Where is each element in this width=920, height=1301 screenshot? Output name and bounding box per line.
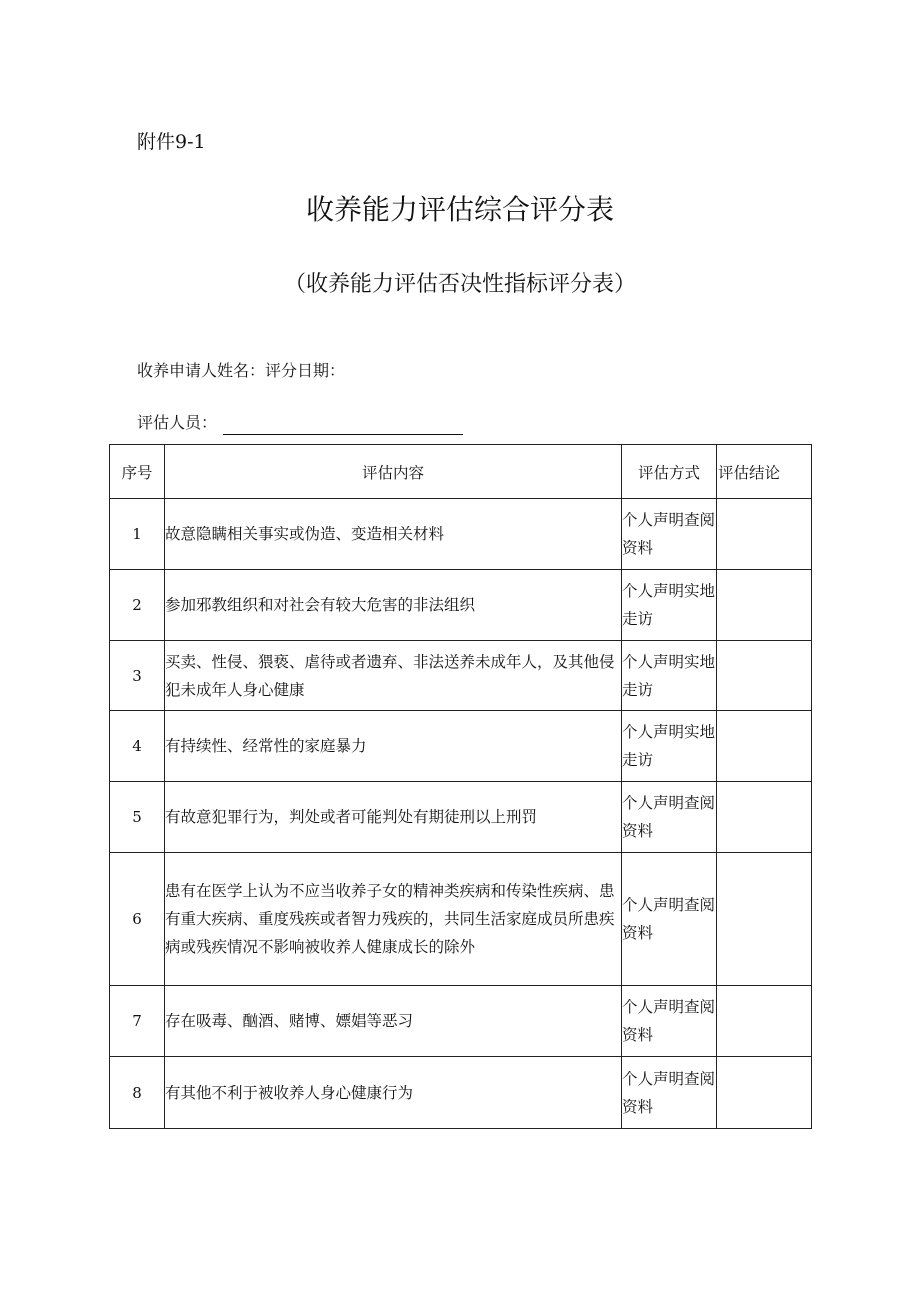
row-method: 个人声明实地走访 xyxy=(622,570,717,641)
table-row xyxy=(110,986,812,1057)
row-seq: 3 xyxy=(110,641,165,711)
row-content: 参加邪教组织和对社会有较大危害的非法组织 xyxy=(165,570,622,641)
row-method: 个人声明查阅资料 xyxy=(622,986,717,1057)
row-seq: 2 xyxy=(110,570,165,641)
row-seq: 5 xyxy=(110,782,165,853)
row-content: 故意隐瞒相关事实或伪造、变造相关材料 xyxy=(165,499,622,570)
row-seq: 6 xyxy=(110,853,165,986)
table-row xyxy=(110,499,812,570)
row-result xyxy=(717,499,812,570)
row-result xyxy=(717,641,812,711)
page-subtitle: （收养能力评估否决性指标评分表） xyxy=(283,272,636,297)
row-content: 患有在医学上认为不应当收养子女的精神类疾病和传染性疾病、患有重大疾病、重度残疾或者智力残疾的，共同生活家庭成员所患疾病或残疾情况不影响被收养人健康成长的除外 xyxy=(165,853,622,986)
assessor-blank-field xyxy=(223,414,463,435)
row-content: 有故意犯罪行为，判处或者可能判处有期徒刑以上刑罚 xyxy=(165,782,622,853)
evaluation-table xyxy=(109,444,812,1129)
row-content: 存在吸毒、酗酒、赌博、嫖娼等恶习 xyxy=(165,986,622,1057)
assessor-line xyxy=(137,411,463,435)
header-content: 评估内容 xyxy=(165,445,622,499)
row-seq: 1 xyxy=(110,499,165,570)
header-method: 评估方式 xyxy=(622,445,717,499)
row-content: 有持续性、经常性的家庭暴力 xyxy=(165,711,622,782)
row-content: 有其他不利于被收养人身心健康行为 xyxy=(165,1057,622,1129)
row-result xyxy=(717,853,812,986)
table-row xyxy=(110,641,812,711)
row-method: 个人声明实地走访 xyxy=(622,711,717,782)
row-result xyxy=(717,986,812,1057)
row-method: 个人声明查阅资料 xyxy=(622,782,717,853)
table-row xyxy=(110,711,812,782)
page-title: 收养能力评估综合评分表 xyxy=(305,193,614,226)
row-result xyxy=(717,1057,812,1129)
table-row xyxy=(110,570,812,641)
row-seq: 4 xyxy=(110,711,165,782)
table-header-row xyxy=(110,445,812,499)
row-method: 个人声明实地走访 xyxy=(622,641,717,711)
applicant-name-date-line: 收养申请人姓名：评分日期： xyxy=(137,361,346,380)
row-method: 个人声明查阅资料 xyxy=(622,853,717,986)
row-result xyxy=(717,782,812,853)
row-result xyxy=(717,570,812,641)
header-seq: 序号 xyxy=(110,445,165,499)
row-result xyxy=(717,711,812,782)
row-method: 个人声明查阅资料 xyxy=(622,499,717,570)
row-seq: 8 xyxy=(110,1057,165,1129)
table-row xyxy=(110,782,812,853)
table-row xyxy=(110,1057,812,1129)
table-row xyxy=(110,853,812,986)
row-seq: 7 xyxy=(110,986,165,1057)
assessor-label: 评估人员： xyxy=(137,413,218,432)
attachment-label: 附件9-1 xyxy=(137,131,206,153)
row-content: 买卖、性侵、猥亵、虐待或者遗弃、非法送养未成年人，及其他侵犯未成年人身心健康 xyxy=(165,641,622,711)
header-result: 评估结论 xyxy=(717,445,812,499)
row-method: 个人声明查阅资料 xyxy=(622,1057,717,1129)
